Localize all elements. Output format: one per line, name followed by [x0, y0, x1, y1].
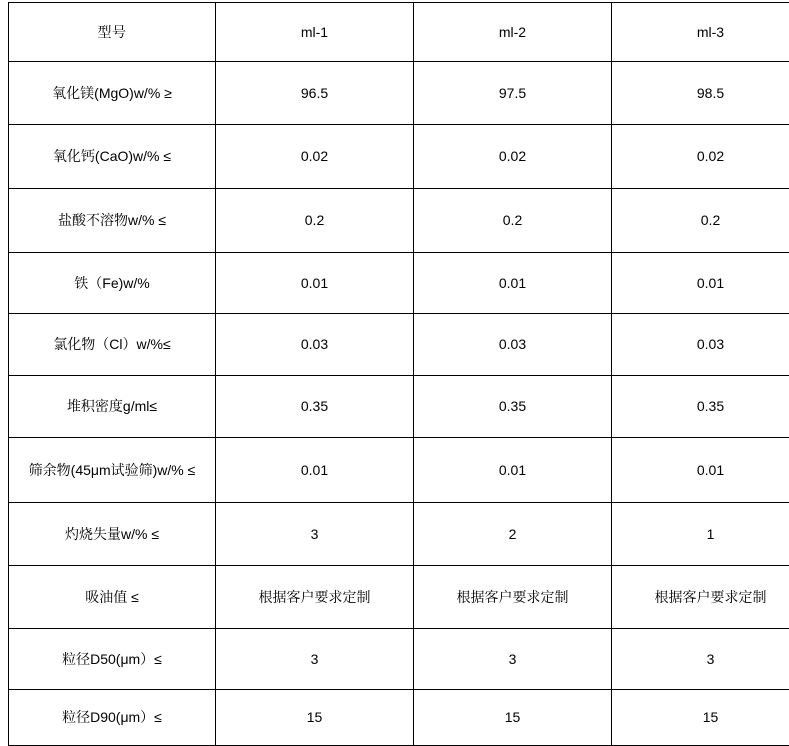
table-row — [9, 566, 789, 629]
row-value: 0.35 — [216, 376, 414, 438]
table-row — [9, 314, 789, 376]
table-row — [9, 503, 789, 566]
row-value: 0.02 — [612, 125, 789, 189]
row-value: 0.01 — [216, 253, 414, 314]
row-value: 0.01 — [216, 438, 414, 503]
table-row — [9, 62, 789, 125]
header-column-1: ml-1 — [216, 3, 414, 62]
table-row — [9, 376, 789, 438]
row-value: 15 — [612, 690, 789, 746]
table-row — [9, 438, 789, 503]
row-value: 97.5 — [414, 62, 612, 125]
row-value: 3 — [612, 629, 789, 690]
row-value: 15 — [216, 690, 414, 746]
table-row — [9, 253, 789, 314]
row-label: 灼烧失量w/% ≤ — [9, 503, 216, 566]
table-row — [9, 189, 789, 253]
row-value: 0.03 — [612, 314, 789, 376]
row-value: 2 — [414, 503, 612, 566]
row-label: 氯化物（Cl）w/%≤ — [9, 314, 216, 376]
table-row — [9, 125, 789, 189]
row-value: 0.02 — [414, 125, 612, 189]
row-value: 98.5 — [612, 62, 789, 125]
product-specification-table — [8, 2, 789, 746]
row-value: 0.2 — [414, 189, 612, 253]
header-column-2: ml-2 — [414, 3, 612, 62]
row-value: 0.02 — [216, 125, 414, 189]
table-row — [9, 690, 789, 746]
table-header-row — [9, 3, 789, 62]
row-label: 吸油值 ≤ — [9, 566, 216, 629]
row-value: 0.01 — [414, 253, 612, 314]
row-value: 0.01 — [414, 438, 612, 503]
row-value: 15 — [414, 690, 612, 746]
row-value: 0.35 — [414, 376, 612, 438]
row-value: 0.2 — [612, 189, 789, 253]
row-value: 3 — [216, 629, 414, 690]
row-value: 0.03 — [414, 314, 612, 376]
row-value: 0.01 — [612, 253, 789, 314]
header-column-3: ml-3 — [612, 3, 789, 62]
table-row — [9, 629, 789, 690]
row-value: 0.2 — [216, 189, 414, 253]
row-label: 粒径D90(μm）≤ — [9, 690, 216, 746]
row-label: 氧化钙(CaO)w/% ≤ — [9, 125, 216, 189]
row-value: 根据客户要求定制 — [414, 566, 612, 629]
row-value: 1 — [612, 503, 789, 566]
row-label: 粒径D50(μm）≤ — [9, 629, 216, 690]
row-label: 堆积密度g/ml≤ — [9, 376, 216, 438]
row-label: 铁（Fe)w/% — [9, 253, 216, 314]
row-value: 96.5 — [216, 62, 414, 125]
row-value: 0.03 — [216, 314, 414, 376]
row-value: 根据客户要求定制 — [612, 566, 789, 629]
row-value: 3 — [216, 503, 414, 566]
row-value: 根据客户要求定制 — [216, 566, 414, 629]
row-value: 0.35 — [612, 376, 789, 438]
row-label: 氧化镁(MgO)w/% ≥ — [9, 62, 216, 125]
header-label-cell: 型号 — [9, 3, 216, 62]
row-label: 筛余物(45μm试验筛)w/% ≤ — [9, 438, 216, 503]
specification-sheet — [0, 2, 789, 639]
row-value: 3 — [414, 629, 612, 690]
row-label: 盐酸不溶物w/% ≤ — [9, 189, 216, 253]
row-value: 0.01 — [612, 438, 789, 503]
